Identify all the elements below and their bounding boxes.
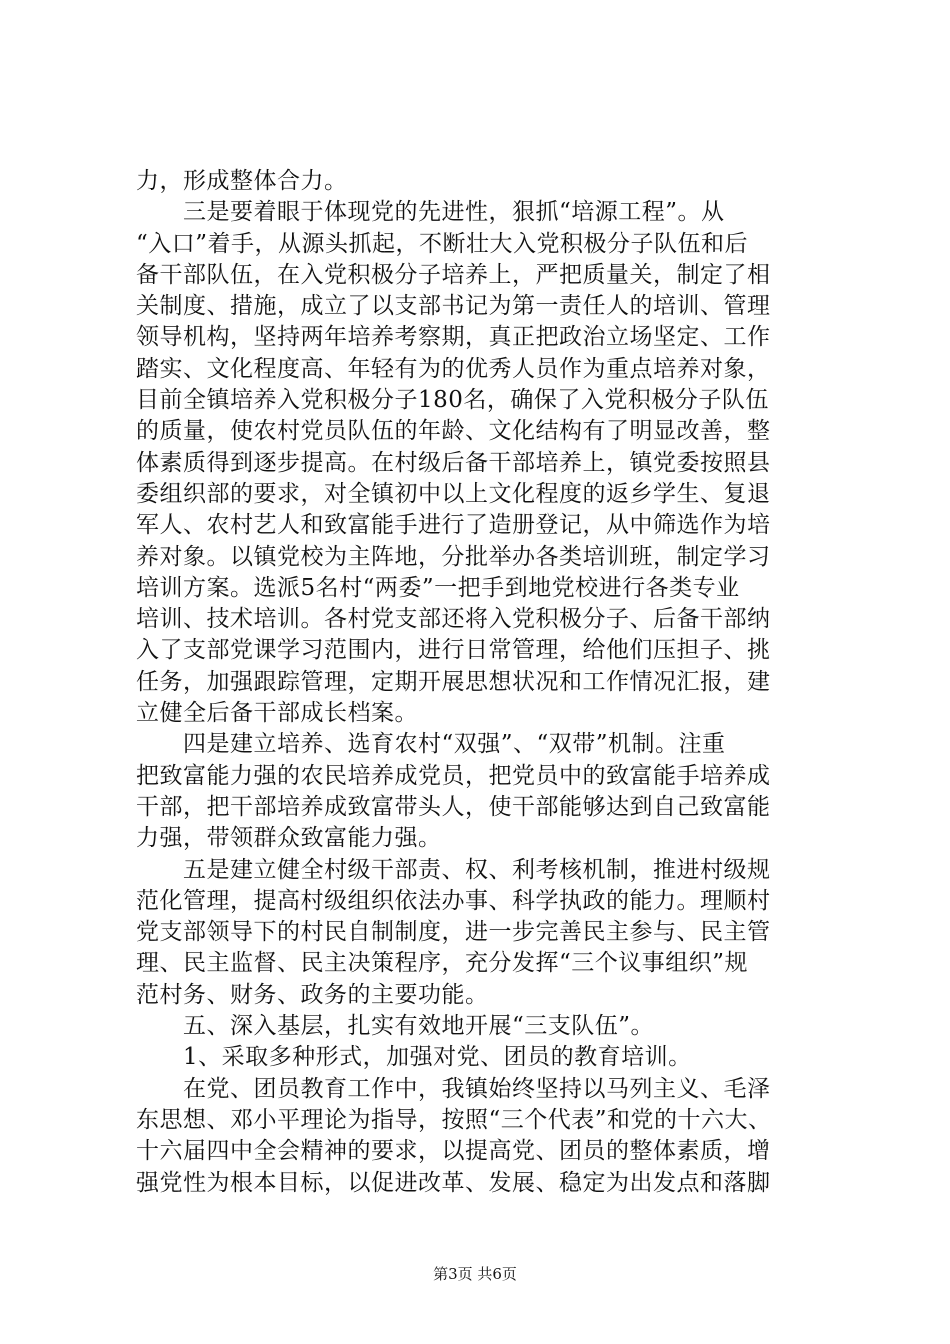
text-line: 关制度、措施，成立了以支部书记为第一责任人的培训、管理 bbox=[136, 293, 771, 320]
text-line: 任务，加强跟踪管理，定期开展思想状况和工作情况汇报，建 bbox=[136, 668, 771, 695]
text-line: 四是建立培养、选育农村“双强”、“双带”机制。注重 bbox=[136, 731, 726, 758]
body-text bbox=[136, 166, 836, 1199]
text-line: 东思想、邓小平理论为指导，按照“三个代表”和党的十六大、 bbox=[136, 1106, 772, 1133]
text-line: 干部，把干部培养成致富带头人，使干部能够达到自己致富能 bbox=[136, 793, 771, 820]
text-line: 强党性为根本目标，以促进改革、发展、稳定为出发点和落脚 bbox=[136, 1169, 771, 1196]
text-line: 体素质得到逐步提高。在村级后备干部培养上，镇党委按照县 bbox=[136, 449, 771, 476]
text-line: 范村务、财务、政务的主要功能。 bbox=[136, 981, 489, 1008]
text-line: 入了支部党课学习范围内，进行日常管理，给他们压担子、挑 bbox=[136, 637, 771, 664]
text-line: “入口”着手，从源头抓起，不断壮大入党积极分子队伍和后 bbox=[136, 230, 749, 257]
page-number-footer: 第3页 共6页 bbox=[433, 1265, 517, 1283]
text-line: 培训方案。选派5名村“两委”一把手到地党校进行各类专业 bbox=[136, 574, 740, 601]
text-line: 范化管理，提高村级组织依法办事、科学执政的能力。理顺村 bbox=[136, 887, 771, 914]
text-line: 委组织部的要求，对全镇初中以上文化程度的返乡学生、复退 bbox=[136, 480, 771, 507]
text-line: 立健全后备干部成长档案。 bbox=[136, 700, 418, 727]
text-line: 的质量，使农村党员队伍的年龄、文化结构有了明显改善，整 bbox=[136, 418, 771, 445]
text-line: 三是要着眼于体现党的先进性，狠抓“培源工程”。从 bbox=[136, 199, 725, 226]
text-line: 目前全镇培养入党积极分子180名，确保了入党积极分子队伍 bbox=[136, 387, 769, 414]
text-line: 力，形成整体合力。 bbox=[136, 168, 348, 194]
text-line: 五、深入基层，扎实有效地开展“三支队伍”。 bbox=[136, 1013, 655, 1040]
text-line: 培训、技术培训。各村党支部还将入党积极分子、后备干部纳 bbox=[136, 606, 771, 633]
text-line: 十六届四中全会精神的要求，以提高党、团员的整体素质，增 bbox=[136, 1138, 771, 1165]
text-line: 领导机构，坚持两年培养考察期，真正把政治立场坚定、工作 bbox=[136, 324, 771, 351]
text-line: 党支部领导下的村民自制制度，进一步完善民主参与、民主管 bbox=[136, 919, 771, 946]
text-line: 踏实、文化程度高、年轻有为的优秀人员作为重点培养对象， bbox=[136, 355, 771, 382]
text-line: 五是建立健全村级干部责、权、利考核机制，推进村级规 bbox=[136, 856, 771, 883]
text-line: 力强，带领群众致富能力强。 bbox=[136, 825, 442, 852]
text-line: 理、民主监督、民主决策程序，充分发挥“三个议事组织”规 bbox=[136, 950, 749, 977]
text-line: 1、采取多种形式，加强对党、团员的教育培训。 bbox=[136, 1044, 692, 1071]
text-line: 养对象。以镇党校为主阵地，分批举办各类培训班，制定学习 bbox=[136, 543, 771, 570]
text-line: 在党、团员教育工作中，我镇始终坚持以马列主义、毛泽 bbox=[136, 1075, 771, 1102]
text-line: 把致富能力强的农民培养成党员，把党员中的致富能手培养成 bbox=[136, 762, 771, 789]
text-line: 备干部队伍，在入党积极分子培养上，严把质量关，制定了相 bbox=[136, 261, 771, 288]
text-line: 军人、农村艺人和致富能手进行了造册登记，从中筛选作为培 bbox=[136, 512, 771, 539]
